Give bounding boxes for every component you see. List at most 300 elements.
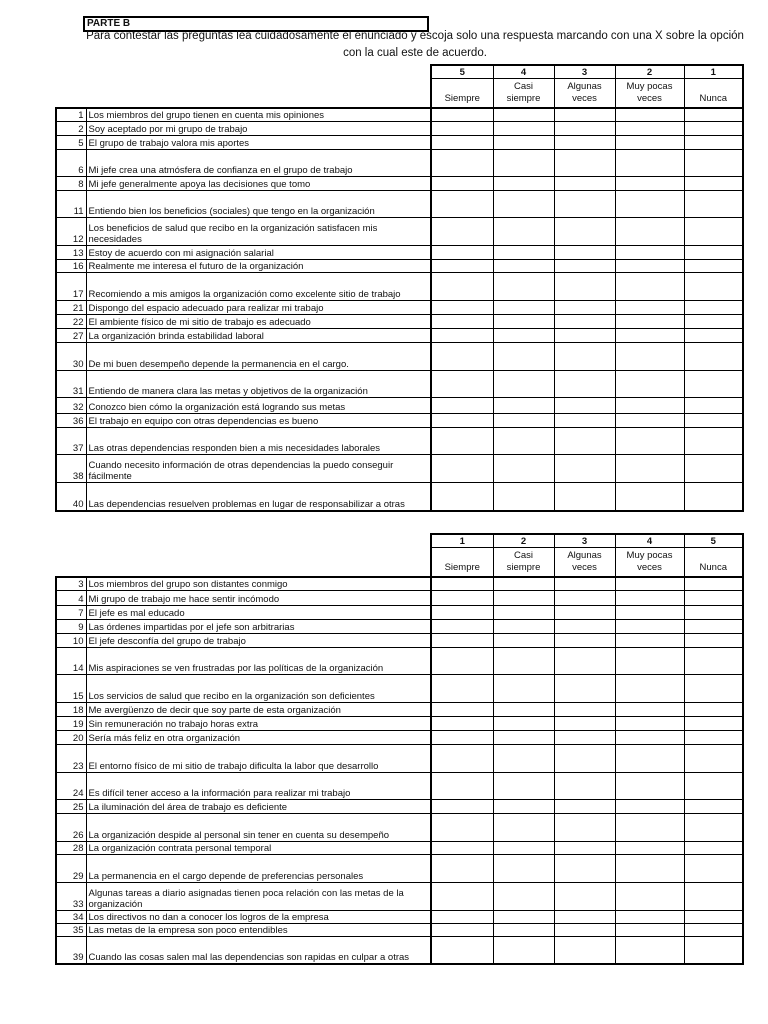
answer-cell[interactable] bbox=[431, 149, 493, 176]
question-row bbox=[56, 259, 743, 272]
answer-cell[interactable] bbox=[431, 454, 493, 482]
frequency-label: Casi bbox=[513, 81, 533, 92]
answer-cell[interactable] bbox=[684, 397, 743, 413]
answer-cell[interactable] bbox=[493, 936, 554, 964]
header-label-row bbox=[56, 548, 743, 578]
answer-cell[interactable] bbox=[684, 854, 743, 882]
answer-cell[interactable] bbox=[684, 772, 743, 799]
answer-cell[interactable] bbox=[615, 605, 684, 619]
answer-cell[interactable] bbox=[615, 413, 684, 427]
answer-cell[interactable] bbox=[615, 716, 684, 730]
answer-cell[interactable] bbox=[554, 923, 615, 936]
question-number: 21 bbox=[56, 300, 86, 314]
answer-cell[interactable] bbox=[684, 300, 743, 314]
question-text: La organización contrata personal temporal bbox=[86, 841, 431, 854]
answer-cell[interactable] bbox=[431, 328, 493, 342]
answer-cell[interactable] bbox=[431, 730, 493, 744]
answer-cell[interactable] bbox=[493, 590, 554, 605]
answer-cell[interactable] bbox=[431, 674, 493, 702]
question-number: 16 bbox=[56, 259, 86, 272]
answer-cell[interactable] bbox=[615, 272, 684, 300]
question-text: Algunas tareas a diario asignadas tienen poca relación con las metas de la organización bbox=[86, 882, 431, 910]
question-row bbox=[56, 799, 743, 813]
answer-cell[interactable] bbox=[554, 300, 615, 314]
answer-cell[interactable] bbox=[615, 647, 684, 674]
answer-cell[interactable] bbox=[615, 841, 684, 854]
answer-cell[interactable] bbox=[684, 702, 743, 716]
answer-cell[interactable] bbox=[684, 482, 743, 511]
answer-cell[interactable] bbox=[684, 813, 743, 841]
answer-cell[interactable] bbox=[431, 813, 493, 841]
answer-cell[interactable] bbox=[615, 882, 684, 910]
answer-cell[interactable] bbox=[554, 314, 615, 328]
answer-cell[interactable] bbox=[684, 190, 743, 217]
question-row bbox=[56, 413, 743, 427]
answer-cell[interactable] bbox=[493, 190, 554, 217]
answer-cell[interactable] bbox=[554, 121, 615, 135]
answer-cell[interactable] bbox=[431, 300, 493, 314]
answer-cell[interactable] bbox=[615, 772, 684, 799]
answer-cell[interactable] bbox=[684, 577, 743, 590]
score-header: 4 bbox=[615, 534, 684, 548]
answer-cell[interactable] bbox=[493, 605, 554, 619]
frequency-label: Algunas bbox=[567, 550, 602, 561]
frequency-header bbox=[615, 548, 684, 578]
frequency-header bbox=[554, 79, 615, 109]
question-number: 2 bbox=[56, 121, 86, 135]
score-header: 4 bbox=[493, 65, 554, 79]
question-number: 4 bbox=[56, 590, 86, 605]
answer-cell[interactable] bbox=[493, 577, 554, 590]
answer-cell[interactable] bbox=[554, 730, 615, 744]
question-number: 40 bbox=[56, 482, 86, 511]
answer-cell[interactable] bbox=[615, 854, 684, 882]
question-row bbox=[56, 245, 743, 259]
answer-cell[interactable] bbox=[431, 882, 493, 910]
answer-cell[interactable] bbox=[684, 841, 743, 854]
answer-cell[interactable] bbox=[684, 149, 743, 176]
answer-cell[interactable] bbox=[554, 328, 615, 342]
answer-cell[interactable] bbox=[493, 799, 554, 813]
frequency-header bbox=[493, 548, 554, 578]
question-number: 38 bbox=[56, 454, 86, 482]
answer-cell[interactable] bbox=[615, 744, 684, 772]
answer-cell[interactable] bbox=[615, 674, 684, 702]
answer-cell[interactable] bbox=[615, 454, 684, 482]
answer-cell[interactable] bbox=[684, 427, 743, 454]
question-number: 25 bbox=[56, 799, 86, 813]
answer-cell[interactable] bbox=[493, 647, 554, 674]
question-row bbox=[56, 454, 743, 482]
answer-cell[interactable] bbox=[615, 149, 684, 176]
question-number: 35 bbox=[56, 923, 86, 936]
question-row bbox=[56, 108, 743, 121]
question-text: La organización despide al personal sin tener en cuenta su desempeño bbox=[86, 813, 431, 841]
question-row bbox=[56, 730, 743, 744]
header-score-row bbox=[56, 65, 743, 79]
question-text: Conozco bien cómo la organización está logrando sus metas bbox=[86, 397, 431, 413]
answer-cell[interactable] bbox=[493, 245, 554, 259]
answer-cell[interactable] bbox=[431, 854, 493, 882]
part-label: PARTE B bbox=[83, 16, 429, 32]
answer-cell[interactable] bbox=[431, 190, 493, 217]
answer-cell[interactable] bbox=[554, 135, 615, 149]
answer-cell[interactable] bbox=[615, 799, 684, 813]
answer-cell[interactable] bbox=[431, 619, 493, 633]
question-text: Mis aspiraciones se ven frustradas por las políticas de la organización bbox=[86, 647, 431, 674]
question-number: 28 bbox=[56, 841, 86, 854]
answer-cell[interactable] bbox=[554, 744, 615, 772]
answer-cell[interactable] bbox=[493, 328, 554, 342]
answer-cell[interactable] bbox=[684, 674, 743, 702]
answer-cell[interactable] bbox=[554, 370, 615, 397]
question-row bbox=[56, 590, 743, 605]
answer-cell[interactable] bbox=[493, 135, 554, 149]
question-text: El trabajo en equipo con otras dependencias es bueno bbox=[86, 413, 431, 427]
question-text: Soy aceptado por mi grupo de trabajo bbox=[86, 121, 431, 135]
question-number: 5 bbox=[56, 135, 86, 149]
answer-cell[interactable] bbox=[431, 799, 493, 813]
question-row bbox=[56, 702, 743, 716]
answer-cell[interactable] bbox=[615, 314, 684, 328]
answer-cell[interactable] bbox=[431, 841, 493, 854]
answer-cell[interactable] bbox=[554, 149, 615, 176]
question-number: 10 bbox=[56, 633, 86, 647]
answer-cell[interactable] bbox=[431, 647, 493, 674]
question-text: Me avergüenzo de decir que soy parte de esta organización bbox=[86, 702, 431, 716]
answer-cell[interactable] bbox=[493, 482, 554, 511]
question-row bbox=[56, 910, 743, 923]
answer-cell[interactable] bbox=[431, 577, 493, 590]
answer-cell[interactable] bbox=[554, 936, 615, 964]
answer-cell[interactable] bbox=[554, 427, 615, 454]
answer-cell[interactable] bbox=[554, 577, 615, 590]
answer-cell[interactable] bbox=[684, 799, 743, 813]
answer-cell[interactable] bbox=[684, 910, 743, 923]
answer-cell[interactable] bbox=[493, 910, 554, 923]
frequency-header bbox=[431, 79, 493, 109]
answer-cell[interactable] bbox=[684, 314, 743, 328]
answer-cell[interactable] bbox=[615, 300, 684, 314]
score-header: 3 bbox=[554, 534, 615, 548]
answer-cell[interactable] bbox=[615, 590, 684, 605]
frequency-label: veces bbox=[572, 562, 597, 573]
answer-cell[interactable] bbox=[554, 841, 615, 854]
answer-cell[interactable] bbox=[554, 272, 615, 300]
answer-cell[interactable] bbox=[615, 702, 684, 716]
answer-cell[interactable] bbox=[684, 923, 743, 936]
frequency-label: Muy pocas bbox=[626, 550, 673, 561]
answer-cell[interactable] bbox=[554, 245, 615, 259]
answer-cell[interactable] bbox=[615, 730, 684, 744]
answer-cell[interactable] bbox=[554, 605, 615, 619]
question-text: Los miembros del grupo son distantes conmigo bbox=[86, 577, 431, 590]
answer-cell[interactable] bbox=[684, 176, 743, 190]
answer-cell[interactable] bbox=[554, 217, 615, 245]
question-text: Los beneficios de salud que recibo en la organización satisfacen mis necesidades bbox=[86, 217, 431, 245]
question-text: De mi buen desempeño depende la permanencia en el cargo. bbox=[86, 342, 431, 370]
answer-cell[interactable] bbox=[615, 108, 684, 121]
answer-cell[interactable] bbox=[684, 108, 743, 121]
question-row bbox=[56, 370, 743, 397]
answer-cell[interactable] bbox=[554, 413, 615, 427]
frequency-label: Siempre bbox=[444, 562, 480, 573]
question-number: 33 bbox=[56, 882, 86, 910]
answer-cell[interactable] bbox=[554, 619, 615, 633]
answer-cell[interactable] bbox=[493, 342, 554, 370]
answer-cell[interactable] bbox=[554, 190, 615, 217]
answer-cell[interactable] bbox=[554, 633, 615, 647]
answer-cell[interactable] bbox=[431, 744, 493, 772]
answer-cell[interactable] bbox=[431, 923, 493, 936]
answer-cell[interactable] bbox=[493, 454, 554, 482]
answer-cell[interactable] bbox=[684, 882, 743, 910]
answer-cell[interactable] bbox=[684, 936, 743, 964]
answer-cell[interactable] bbox=[493, 674, 554, 702]
question-row bbox=[56, 300, 743, 314]
answer-cell[interactable] bbox=[431, 342, 493, 370]
question-text: Recomiendo a mis amigos la organización como excelente sitio de trabajo bbox=[86, 272, 431, 300]
answer-cell[interactable] bbox=[554, 259, 615, 272]
answer-cell[interactable] bbox=[554, 854, 615, 882]
question-number: 20 bbox=[56, 730, 86, 744]
answer-cell[interactable] bbox=[554, 772, 615, 799]
score-header: 3 bbox=[554, 65, 615, 79]
answer-cell[interactable] bbox=[684, 217, 743, 245]
header-label-row bbox=[56, 79, 743, 109]
answer-cell[interactable] bbox=[554, 342, 615, 370]
answer-cell[interactable] bbox=[493, 413, 554, 427]
answer-cell[interactable] bbox=[615, 176, 684, 190]
answer-cell[interactable] bbox=[684, 590, 743, 605]
score-header: 5 bbox=[684, 534, 743, 548]
answer-cell[interactable] bbox=[615, 619, 684, 633]
answer-cell[interactable] bbox=[431, 772, 493, 799]
answer-cell[interactable] bbox=[431, 427, 493, 454]
answer-cell[interactable] bbox=[431, 702, 493, 716]
answer-cell[interactable] bbox=[684, 121, 743, 135]
answer-cell[interactable] bbox=[493, 121, 554, 135]
frequency-label: Siempre bbox=[444, 93, 480, 104]
answer-cell[interactable] bbox=[431, 413, 493, 427]
answer-cell[interactable] bbox=[493, 149, 554, 176]
question-text: La iluminación del área de trabajo es deficiente bbox=[86, 799, 431, 813]
question-text: Realmente me interesa el futuro de la organización bbox=[86, 259, 431, 272]
answer-cell[interactable] bbox=[615, 135, 684, 149]
answer-cell[interactable] bbox=[493, 108, 554, 121]
answer-cell[interactable] bbox=[684, 633, 743, 647]
answer-cell[interactable] bbox=[554, 702, 615, 716]
answer-cell[interactable] bbox=[554, 799, 615, 813]
question-number: 26 bbox=[56, 813, 86, 841]
answer-cell[interactable] bbox=[431, 176, 493, 190]
answer-cell[interactable] bbox=[554, 674, 615, 702]
answer-cell[interactable] bbox=[431, 217, 493, 245]
answer-cell[interactable] bbox=[684, 413, 743, 427]
answer-cell[interactable] bbox=[554, 397, 615, 413]
answer-cell[interactable] bbox=[554, 882, 615, 910]
question-row bbox=[56, 397, 743, 413]
answer-cell[interactable] bbox=[493, 619, 554, 633]
answer-cell[interactable] bbox=[684, 619, 743, 633]
answer-cell[interactable] bbox=[431, 633, 493, 647]
answer-cell[interactable] bbox=[431, 370, 493, 397]
answer-cell[interactable] bbox=[554, 176, 615, 190]
question-number: 8 bbox=[56, 176, 86, 190]
question-row bbox=[56, 619, 743, 633]
answer-cell[interactable] bbox=[554, 716, 615, 730]
question-row bbox=[56, 328, 743, 342]
question-number: 27 bbox=[56, 328, 86, 342]
answer-cell[interactable] bbox=[684, 454, 743, 482]
question-text: Es difícil tener acceso a la información para realizar mi trabajo bbox=[86, 772, 431, 799]
answer-cell[interactable] bbox=[684, 328, 743, 342]
questionnaire-table-2 bbox=[55, 533, 744, 965]
answer-cell[interactable] bbox=[493, 882, 554, 910]
question-number: 18 bbox=[56, 702, 86, 716]
question-number: 3 bbox=[56, 577, 86, 590]
question-text: El grupo de trabajo valora mis aportes bbox=[86, 135, 431, 149]
question-row bbox=[56, 772, 743, 799]
answer-cell[interactable] bbox=[615, 427, 684, 454]
answer-cell[interactable] bbox=[554, 647, 615, 674]
answer-cell[interactable] bbox=[431, 245, 493, 259]
answer-cell[interactable] bbox=[615, 482, 684, 511]
answer-cell[interactable] bbox=[493, 923, 554, 936]
answer-cell[interactable] bbox=[431, 108, 493, 121]
answer-cell[interactable] bbox=[684, 342, 743, 370]
question-text: Entiendo bien los beneficios (sociales) que tengo en la organización bbox=[86, 190, 431, 217]
answer-cell[interactable] bbox=[615, 923, 684, 936]
answer-cell[interactable] bbox=[431, 910, 493, 923]
question-text: Cuando necesito información de otras dependencias la puedo conseguir fácilmente bbox=[86, 454, 431, 482]
answer-cell[interactable] bbox=[615, 259, 684, 272]
answer-cell[interactable] bbox=[431, 397, 493, 413]
answer-cell[interactable] bbox=[554, 590, 615, 605]
question-text: Entiendo de manera clara las metas y objetivos de la organización bbox=[86, 370, 431, 397]
answer-cell[interactable] bbox=[493, 176, 554, 190]
answer-cell[interactable] bbox=[493, 841, 554, 854]
answer-cell[interactable] bbox=[493, 300, 554, 314]
questionnaire-table-1 bbox=[55, 64, 744, 512]
answer-cell[interactable] bbox=[684, 744, 743, 772]
answer-cell[interactable] bbox=[431, 314, 493, 328]
frequency-label: veces bbox=[637, 562, 662, 573]
answer-cell[interactable] bbox=[615, 217, 684, 245]
answer-cell[interactable] bbox=[684, 370, 743, 397]
answer-cell[interactable] bbox=[431, 590, 493, 605]
answer-cell[interactable] bbox=[493, 730, 554, 744]
question-number: 1 bbox=[56, 108, 86, 121]
answer-cell[interactable] bbox=[554, 910, 615, 923]
answer-cell[interactable] bbox=[615, 397, 684, 413]
answer-cell[interactable] bbox=[431, 482, 493, 511]
answer-cell[interactable] bbox=[615, 633, 684, 647]
answer-cell[interactable] bbox=[615, 190, 684, 217]
answer-cell[interactable] bbox=[493, 217, 554, 245]
question-number: 36 bbox=[56, 413, 86, 427]
answer-cell[interactable] bbox=[554, 482, 615, 511]
question-text: Las dependencias resuelven problemas en lugar de responsabilizar a otras bbox=[86, 482, 431, 511]
answer-cell[interactable] bbox=[615, 245, 684, 259]
question-row bbox=[56, 190, 743, 217]
frequency-header bbox=[684, 548, 743, 578]
answer-cell[interactable] bbox=[431, 259, 493, 272]
answer-cell[interactable] bbox=[493, 702, 554, 716]
question-text: El jefe desconfía del grupo de trabajo bbox=[86, 633, 431, 647]
answer-cell[interactable] bbox=[431, 936, 493, 964]
answer-cell[interactable] bbox=[493, 813, 554, 841]
answer-cell[interactable] bbox=[493, 744, 554, 772]
answer-cell[interactable] bbox=[431, 272, 493, 300]
answer-cell[interactable] bbox=[431, 121, 493, 135]
question-number: 19 bbox=[56, 716, 86, 730]
frequency-label: Casi bbox=[513, 550, 533, 561]
answer-cell[interactable] bbox=[554, 108, 615, 121]
answer-cell[interactable] bbox=[684, 259, 743, 272]
frequency-label: Nunca bbox=[699, 562, 727, 573]
answer-cell[interactable] bbox=[493, 772, 554, 799]
question-text: Sin remuneración no trabajo horas extra bbox=[86, 716, 431, 730]
frequency-label: veces bbox=[572, 93, 597, 104]
answer-cell[interactable] bbox=[615, 910, 684, 923]
question-row bbox=[56, 427, 743, 454]
answer-cell[interactable] bbox=[493, 259, 554, 272]
score-header: 2 bbox=[493, 534, 554, 548]
answer-cell[interactable] bbox=[493, 397, 554, 413]
answer-cell[interactable] bbox=[684, 245, 743, 259]
answer-cell[interactable] bbox=[615, 328, 684, 342]
answer-cell[interactable] bbox=[554, 813, 615, 841]
answer-cell[interactable] bbox=[684, 716, 743, 730]
frequency-label: Nunca bbox=[699, 93, 727, 104]
question-number: 29 bbox=[56, 854, 86, 882]
question-row bbox=[56, 882, 743, 910]
answer-cell[interactable] bbox=[615, 121, 684, 135]
answer-cell[interactable] bbox=[554, 454, 615, 482]
answer-cell[interactable] bbox=[684, 605, 743, 619]
question-number: 12 bbox=[56, 217, 86, 245]
answer-cell[interactable] bbox=[684, 272, 743, 300]
answer-cell[interactable] bbox=[684, 135, 743, 149]
answer-cell[interactable] bbox=[493, 370, 554, 397]
question-row bbox=[56, 176, 743, 190]
answer-cell[interactable] bbox=[615, 370, 684, 397]
answer-cell[interactable] bbox=[684, 730, 743, 744]
answer-cell[interactable] bbox=[684, 647, 743, 674]
question-text: Las órdenes impartidas por el jefe son arbitrarias bbox=[86, 619, 431, 633]
answer-cell[interactable] bbox=[493, 854, 554, 882]
answer-cell[interactable] bbox=[615, 813, 684, 841]
answer-cell[interactable] bbox=[431, 716, 493, 730]
answer-cell[interactable] bbox=[493, 716, 554, 730]
question-row bbox=[56, 854, 743, 882]
frequency-label: Algunas bbox=[567, 81, 602, 92]
answer-cell[interactable] bbox=[615, 577, 684, 590]
answer-cell[interactable] bbox=[493, 427, 554, 454]
answer-cell[interactable] bbox=[493, 633, 554, 647]
answer-cell[interactable] bbox=[615, 936, 684, 964]
answer-cell[interactable] bbox=[493, 272, 554, 300]
question-row bbox=[56, 605, 743, 619]
question-number: 23 bbox=[56, 744, 86, 772]
question-row bbox=[56, 482, 743, 511]
answer-cell[interactable] bbox=[431, 605, 493, 619]
answer-cell[interactable] bbox=[431, 135, 493, 149]
answer-cell[interactable] bbox=[615, 342, 684, 370]
answer-cell[interactable] bbox=[493, 314, 554, 328]
question-row bbox=[56, 633, 743, 647]
